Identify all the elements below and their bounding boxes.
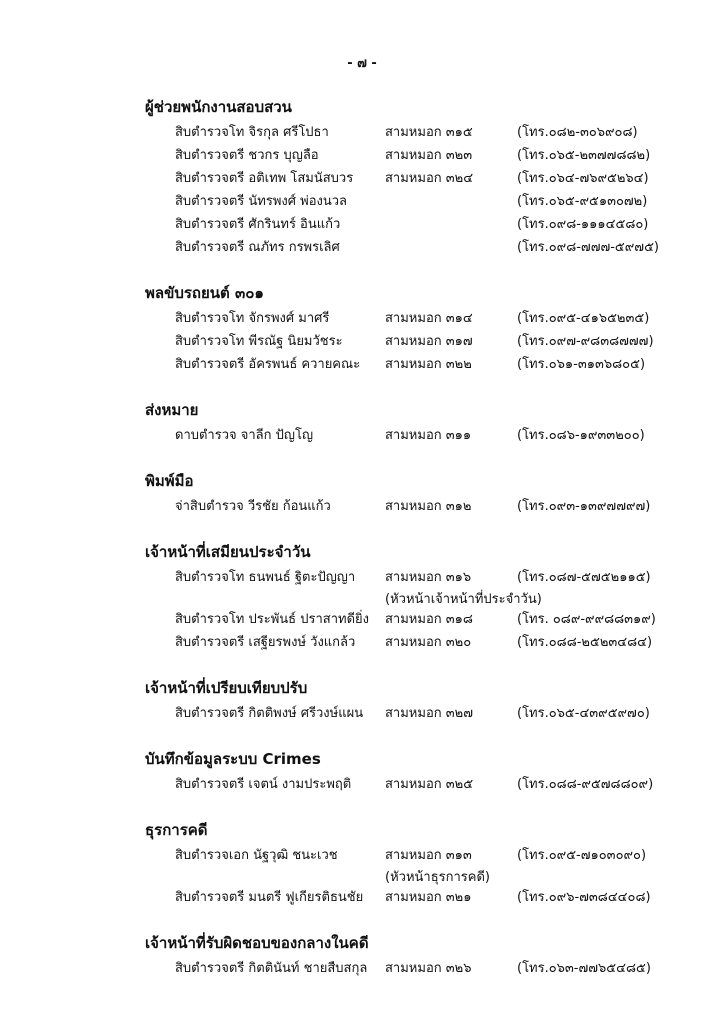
staff-row	[145, 608, 705, 631]
staff-extension: สามหมอก ๓๑๓	[385, 848, 472, 863]
staff-name: สิบตำรวจโท ประพันธ์ ปราสาทดียิ่ง	[175, 612, 369, 627]
staff-extension: สามหมอก ๓๑๘	[385, 612, 473, 627]
section-investigation-assistants	[145, 93, 705, 259]
staff-name: สิบตำรวจตรี อัครพนธ์ ควายคณะ	[175, 357, 361, 372]
section-evidence-custody	[145, 929, 705, 980]
staff-phone: (โทร.๐๙๓-๑๓๙๗๗๙๗)	[517, 499, 651, 514]
staff-name: สิบตำรวจเอก นัฐวุฒิ ชนะเวช	[175, 848, 338, 863]
section-drivers	[145, 279, 705, 376]
staff-phone: (โทร.๐๘๘-๙๕๗๘๘๐๙)	[517, 777, 654, 792]
section-summons-delivery	[145, 396, 705, 447]
staff-name: สิบตำรวจโท จักรพงศ์ มาศรี	[175, 311, 330, 326]
staff-phone: (โทร.๐๘๗-๕๗๕๒๑๑๕)	[517, 570, 651, 585]
staff-row	[145, 330, 705, 353]
staff-extension: สามหมอก ๓๑๑	[385, 428, 472, 443]
staff-name: สิบตำรวจตรี ชวกร บุญลือ	[175, 148, 319, 163]
staff-row	[145, 886, 705, 909]
section-case-administration	[145, 816, 705, 909]
staff-extension: สามหมอก ๓๑๔	[385, 311, 473, 326]
staff-extension: สามหมอก ๓๑๒	[385, 499, 472, 514]
staff-extension: สามหมอก ๓๒๖	[385, 961, 472, 976]
staff-phone: (โทร.๐๙๘-๑๑๑๔๕๘๐)	[517, 217, 649, 232]
staff-extension: สามหมอก ๓๒๔	[385, 171, 474, 186]
staff-phone: (โทร.๐๘๒-๓๐๖๙๐๘)	[517, 125, 638, 140]
staff-extension: สามหมอก ๓๒๒	[385, 357, 472, 372]
staff-name: สิบตำรวจตรี กิตติพงษ์ ศรีวงษ์แผน	[175, 706, 364, 721]
staff-name: สิบตำรวจตรี เสฐียรพงษ์ วังแกล้ว	[175, 635, 356, 650]
section-fine-settlement	[145, 674, 705, 725]
staff-extension: สามหมอก ๓๒๓	[385, 148, 473, 163]
staff-phone: (โทร.๐๙๖-๗๓๘๔๔๐๘)	[517, 890, 651, 905]
staff-row	[145, 213, 705, 236]
staff-phone: (โทร.๐๙๗-๙๘๓๘๗๗๗)	[517, 334, 654, 349]
staff-phone: (โทร.๐๖๓-๗๗๖๕๔๘๕)	[517, 961, 651, 976]
staff-name: จ่าสิบตำรวจ วีรชัย ก้อนแก้ว	[175, 499, 331, 514]
staff-phone: (โทร.๐๖๔-๗๖๙๕๒๖๔)	[517, 171, 649, 186]
directory-content	[145, 93, 705, 1000]
staff-name: สิบตำรวจตรี กิตตินันท์ ชายสืบสกุล	[175, 961, 368, 976]
staff-name: สิบตำรวจตรี ณภัทร กรพรเลิศ	[175, 240, 340, 255]
section-title: ส่งหมาย	[145, 401, 199, 419]
staff-phone: (โทร.๐๘๖-๑๙๓๓๒๐๐)	[517, 428, 645, 443]
staff-phone: (โทร.๐๙๕-๔๑๖๕๒๓๕)	[517, 311, 650, 326]
staff-row	[145, 773, 705, 796]
staff-name: สิบตำรวจตรี อติเทพ โสมนัสบวร	[175, 171, 354, 186]
staff-row	[145, 566, 705, 608]
staff-name: สิบตำรวจโท พีรณัฐ นิยมวัชระ	[175, 334, 343, 349]
staff-name: สิบตำรวจตรี มนตรี ฟูเกียรติธนชัย	[175, 890, 364, 905]
staff-extension: สามหมอก ๓๒๑	[385, 890, 472, 905]
section-crimes-data-entry	[145, 745, 705, 796]
staff-role-note: (หัวหน้าเจ้าหน้าที่ประจำวัน)	[385, 592, 542, 607]
staff-extension: สามหมอก ๓๑๗	[385, 334, 473, 349]
staff-row	[145, 702, 705, 725]
staff-phone: (โทร.๐๖๕-๙๕๑๓๐๗๒)	[517, 194, 648, 209]
staff-row	[145, 353, 705, 376]
staff-extension: สามหมอก ๓๑๖	[385, 570, 472, 585]
staff-name: สิบตำรวจโท จิรกุล ศรีโปธา	[175, 125, 329, 140]
staff-row	[145, 424, 705, 447]
staff-name: ดาบตำรวจ จาลีก ปัญโญ	[175, 428, 314, 443]
section-title: พลขับรถยนต์ ๓๐๑	[145, 284, 264, 302]
staff-role-note: (หัวหน้าธุรการคดี)	[385, 870, 490, 885]
section-fingerprinting	[145, 467, 705, 518]
staff-row	[145, 307, 705, 330]
staff-extension: สามหมอก ๓๒๐	[385, 635, 472, 650]
staff-name: สิบตำรวจโท ธนพนธ์ ฐิตะปัญญา	[175, 570, 356, 585]
staff-phone: (โทร.๐๖๕-๒๓๗๗๘๘๒)	[517, 148, 651, 163]
section-title: เจ้าหน้าที่รับผิดชอบของกลางในคดี	[145, 934, 369, 952]
staff-row	[145, 236, 705, 259]
staff-row	[145, 121, 705, 144]
staff-row	[145, 144, 705, 167]
staff-row	[145, 631, 705, 654]
staff-row	[145, 957, 705, 980]
staff-extension: สามหมอก ๓๒๗	[385, 706, 473, 721]
staff-phone: (โทร.๐๖๑-๓๑๓๖๘๐๕)	[517, 357, 646, 372]
staff-phone: (โทร.๐๙๘-๗๗๗-๕๙๗๕)	[517, 240, 659, 255]
section-title: เจ้าหน้าที่เปรียบเทียบปรับ	[145, 679, 308, 697]
section-title: ผู้ช่วยพนักงานสอบสวน	[145, 98, 292, 116]
staff-extension: สามหมอก ๓๑๕	[385, 125, 473, 140]
section-title: เจ้าหน้าที่เสมียนประจำวัน	[145, 543, 311, 561]
staff-phone: (โทร.๐๖๕-๔๓๙๕๙๗๐)	[517, 706, 650, 721]
staff-row	[145, 844, 705, 886]
page-number: - ๗ -	[347, 56, 377, 71]
staff-extension: สามหมอก ๓๒๕	[385, 777, 474, 792]
section-title: บันทึกข้อมูลระบบ Crimes	[145, 750, 321, 768]
staff-phone: (โทร.๐๘๘-๒๕๒๓๔๘๔)	[517, 635, 653, 650]
section-title: ธุรการคดี	[145, 821, 208, 839]
staff-name: สิบตำรวจตรี นัทรพงศ์ พ่องนวล	[175, 194, 348, 209]
staff-row	[145, 167, 705, 190]
staff-row	[145, 190, 705, 213]
section-daily-clerks	[145, 538, 705, 654]
staff-phone: (โทร.๐๙๕-๗๑๐๓๐๙๐)	[517, 848, 647, 863]
staff-phone: (โทร. ๐๘๙-๙๙๘๘๓๑๙)	[517, 612, 656, 627]
staff-name: สิบตำรวจตรี ศักรินทร์ อินแก้ว	[175, 217, 341, 232]
staff-row	[145, 495, 705, 518]
section-title: พิมพ์มือ	[145, 472, 194, 490]
staff-name: สิบตำรวจตรี เจตน์ งามประพฤติ	[175, 777, 352, 792]
